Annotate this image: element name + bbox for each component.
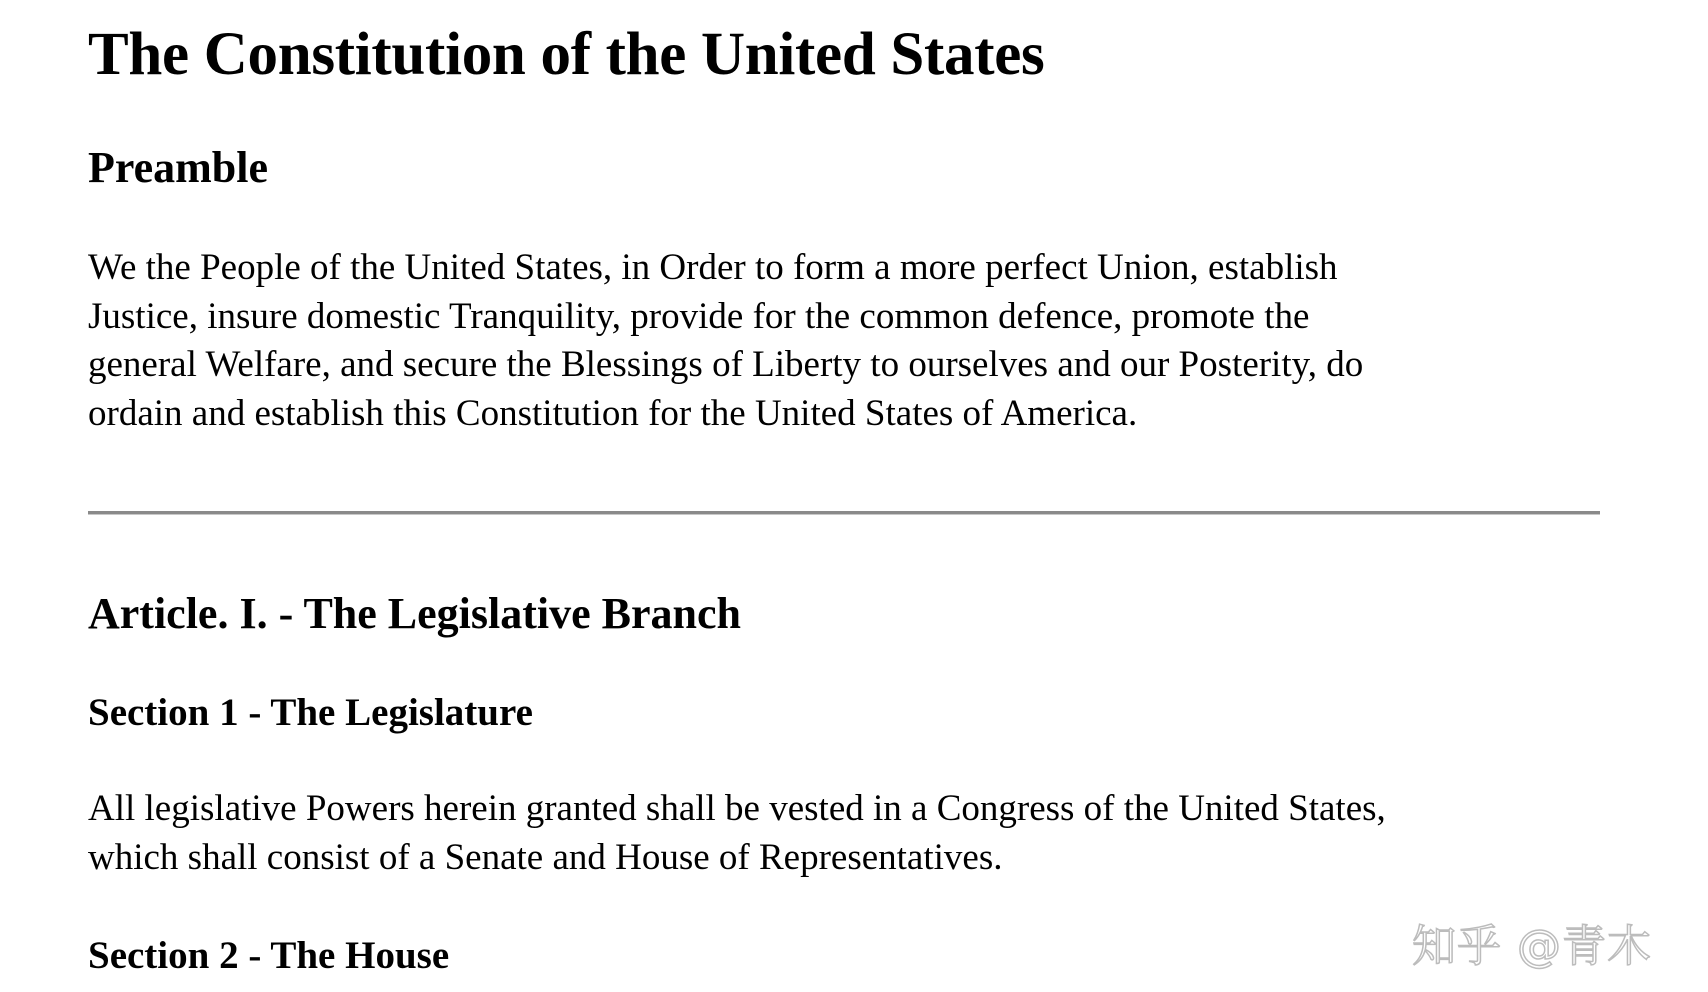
preamble-line: ordain and establish this Constitution for the United States of America. (88, 392, 1138, 434)
section-paragraph (88, 785, 1608, 882)
section-heading: Section 1 - The Legislature (88, 691, 533, 734)
preamble-line: Justice, insure domestic Tranquility, provide for the common defence, promote the (88, 295, 1310, 337)
watermark: 知乎 @青木 (1412, 921, 1652, 972)
article-heading: Article. I. - The Legislative Branch (88, 589, 741, 638)
preamble-line: general Welfare, and secure the Blessings of Liberty to ourselves and our Posterity, do (88, 344, 1364, 385)
horizontal-rule (88, 511, 1600, 515)
page-title: The Constitution of the United States (88, 21, 1045, 88)
preamble-line: We the People of the United States, in Order to form a more perfect Union, establish (88, 247, 1338, 288)
section-heading: Section 2 - The House (88, 934, 450, 977)
section-line: All legislative Powers herein granted shall be vested in a Congress of the United States, (88, 788, 1386, 829)
preamble-paragraph (88, 244, 1608, 438)
section-line: which shall consist of a Senate and House of Representatives. (88, 836, 1003, 878)
preamble-heading: Preamble (88, 143, 269, 192)
